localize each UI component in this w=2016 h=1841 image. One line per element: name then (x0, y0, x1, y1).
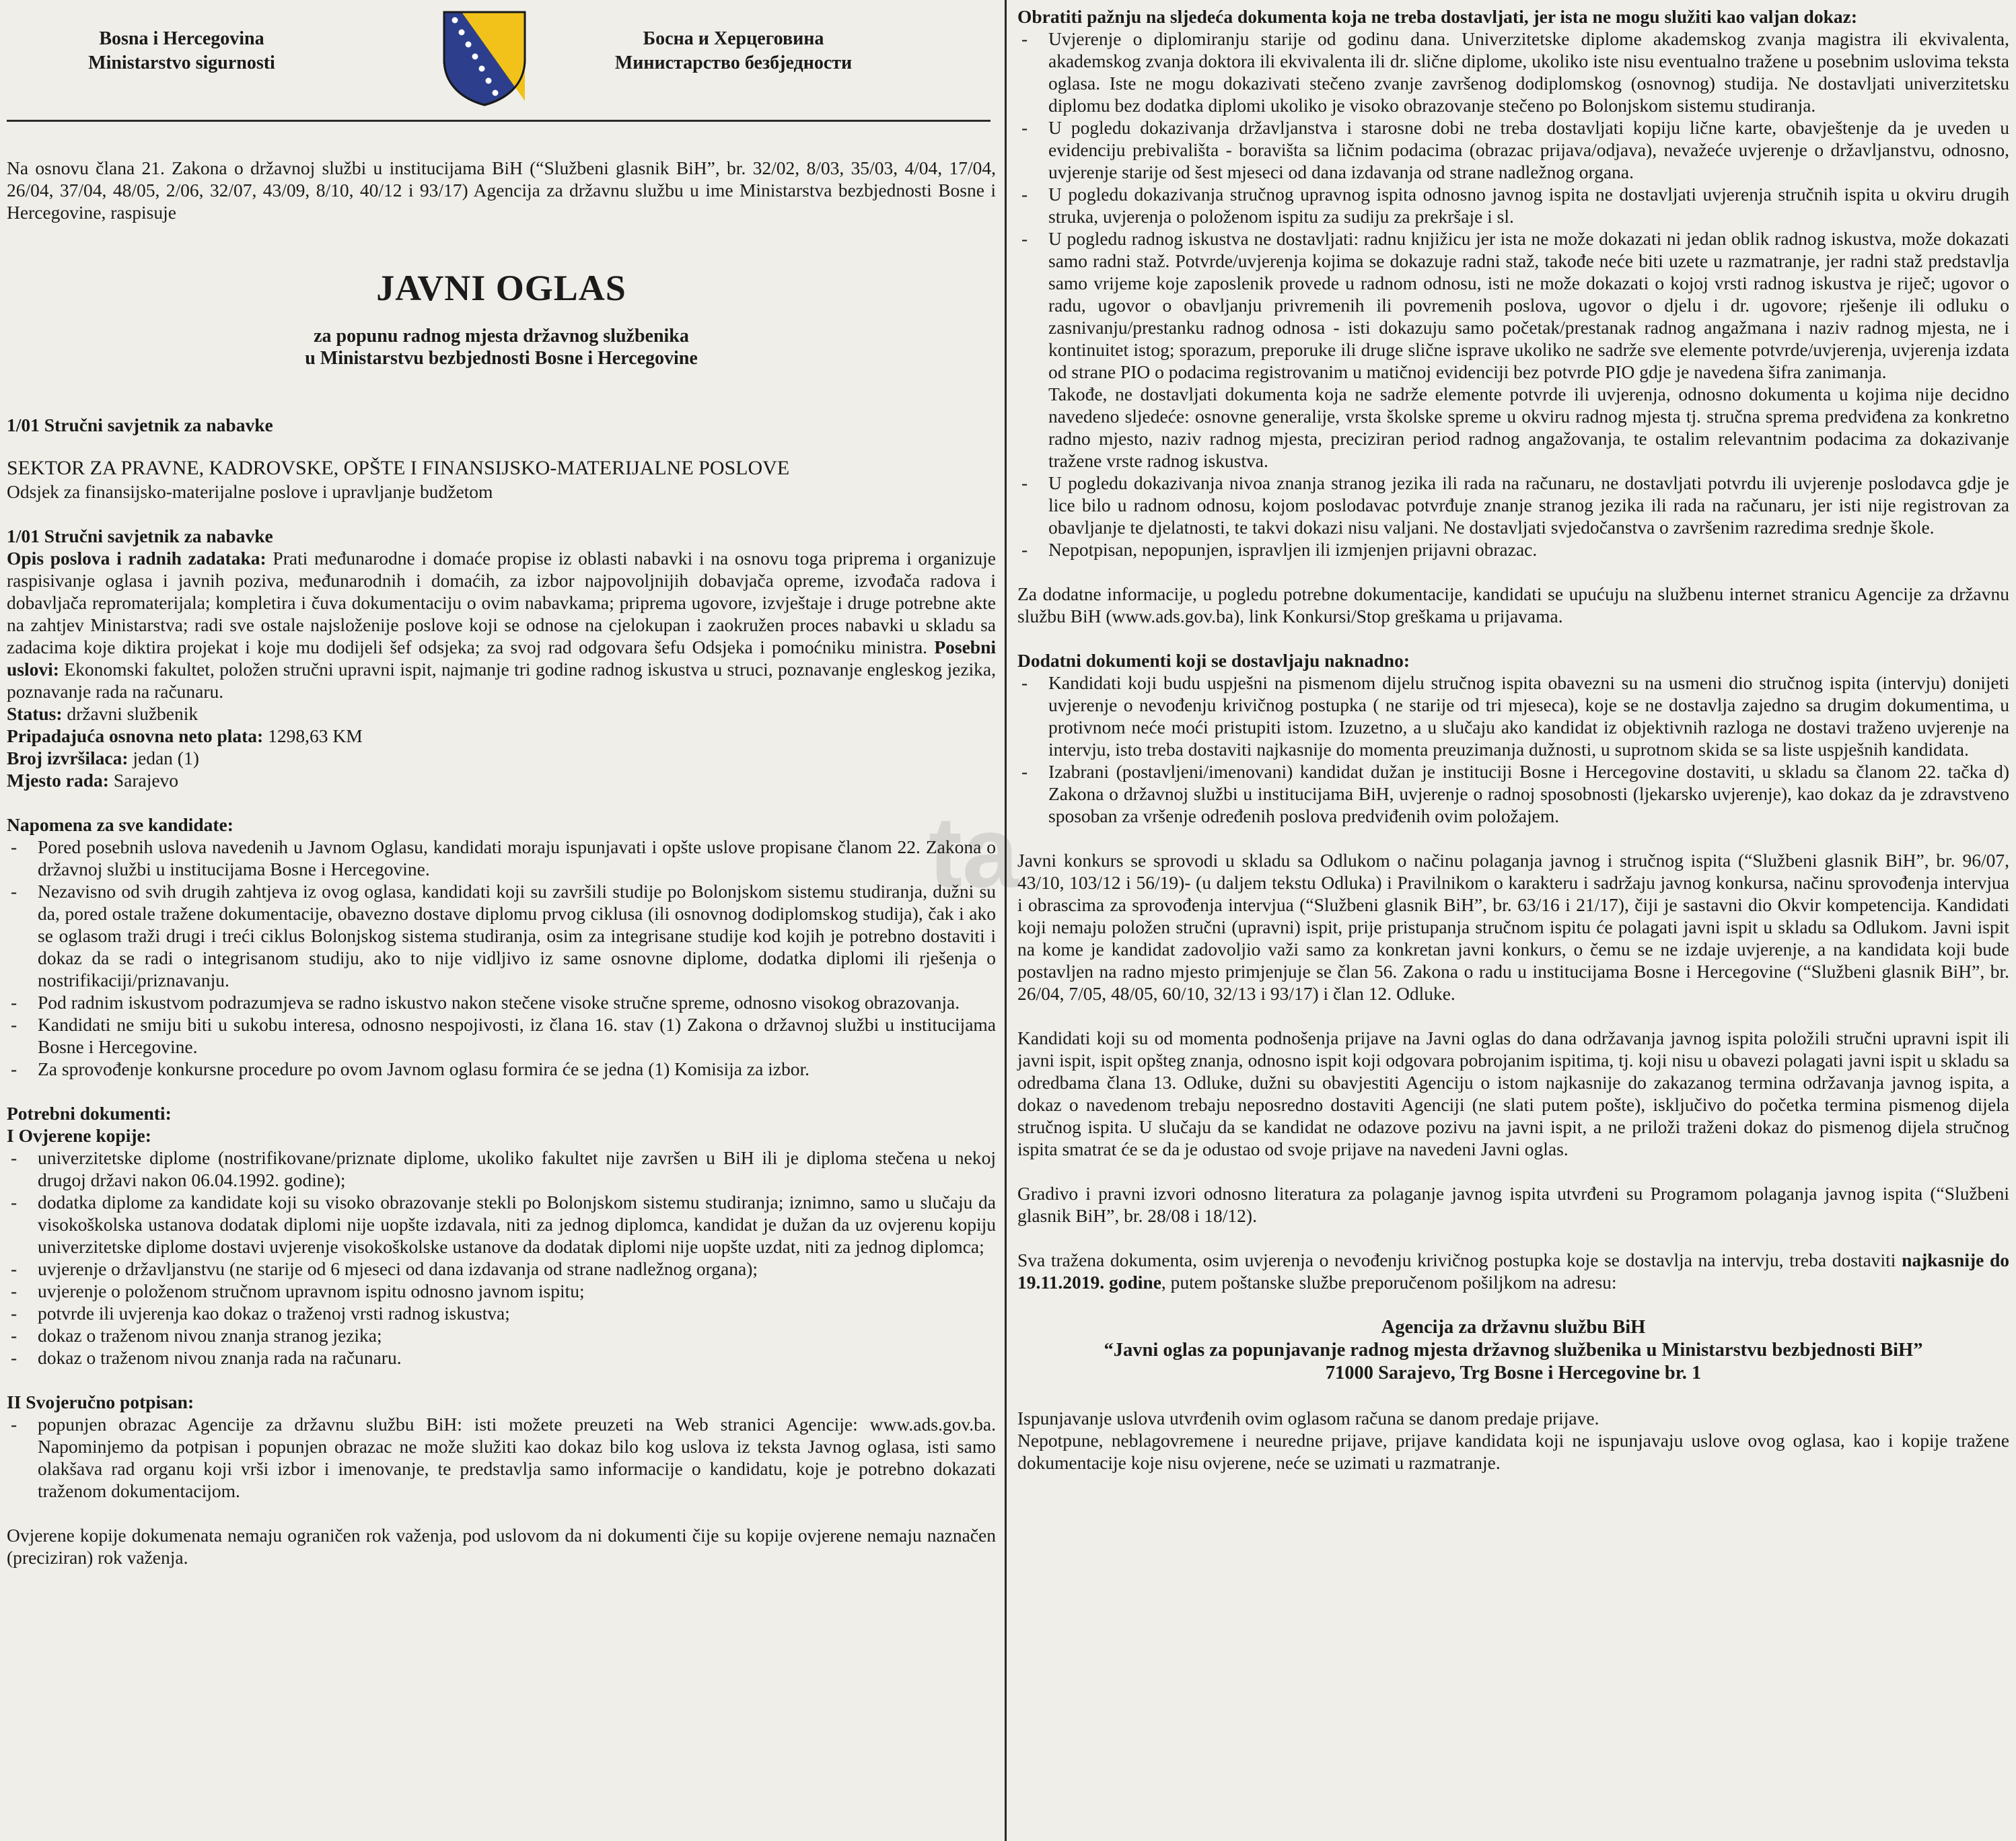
list-item: - dodatka diplome za kandidate koji su visoko obrazovanje stekli po Bolonjskom sistemu studiranja; iznimno, samo u slučaju da visokoškolska ustanova dodatak diplomi nije uopšte izdavala, niti za jednog diplomca, kandidat je dužan da uz ovjerenu kopiju univerzitetske diplome dostavi uvjerenje visokoškolske ustanove da dodatak diplomi nije uopšte uzdat, niti za jednog diplomca; (7, 1191, 996, 1258)
list-item: - Pored posebnih uslova navedenih u Javnom Oglasu, kandidati moraju ispunjavati i opšte uslove propisane članom 22. Zakona o državnoj službi u institucijama Bosne i Hercegovine. (7, 836, 996, 880)
list-item: - uvjerenje o položenom stručnom upravnom ispitu odnosno javnom ispitu; (7, 1280, 996, 1302)
work-experience-text: U pogledu radnog iskustva ne dostavljati: radnu knjižicu jer ista ne može dokazati ni jedan oblik radnog iskustva, može dokazati samo radni staž. Potvrde/uvjerenja kojima se dokazuje radni staž, takođe neće biti uzete u razmatranje, jer radni staž predstavlja samo vrijeme koje zaposlenik provede u radnom odnosu, isti ne može dokazati o kojoj vrsti radnog iskustva je riječ; ugovor o radu, ugovor o obavljanju privremenih ili povremenih poslova, ugovor o djelu i dr. ugovore; rješenje ili odluku o zasnivanju/prestanku radnog odnosa - isti dokazuju samo početak/prestanak radnog angažmana i naziv radnog mjesta, ne i kontinuitet istog; sporazum, preporuke ili druge slične isprave ukoliko ne sadrže sve elemente potvrde/uvjerenja, uvjerenja izdata od strane PIO o podacima registrovanim u matičnoj evidenciji bez potvrde PIO gdje je navedena šifra zanimanja. (1048, 228, 2009, 382)
docs-sub-certified: I Ovjerene kopije: (7, 1125, 151, 1146)
position-heading-2: 1/01 Stručni savjetnik za nabavke (7, 526, 273, 546)
later-docs-heading: Dodatni dokumenti koji se dostavljaju naknadno: (1017, 650, 1410, 671)
later-docs-list (1017, 672, 2009, 827)
docs-heading: Potrebni dokumenti: (7, 1103, 172, 1124)
ministry-header (7, 0, 996, 121)
header-latin (40, 27, 323, 75)
count-value: jedan (1) (128, 748, 199, 768)
right-column (1017, 5, 2009, 1474)
header-country: Bosna i Hercegovina (99, 28, 264, 49)
intro-paragraph: Na osnovu člana 21. Zakona o državnoj službi u institucijama BiH (“Službeni glasnik BiH”, br. 32/02, 8/03, 35/03, 4/04, 17/04, 26/04, 37/04, 48/05, 2/06, 32/07, 43/09, 8/10, 40/12 i 93/17) Agencija za državnu službu u ime Ministarstva bezbjednosti Bosne i Hercegovine, raspisuje (7, 157, 996, 223)
sector-name: SEKTOR ZA PRAVNE, KADROVSKE, OPŠTE I FINANSIJSKO-MATERIJALNE POSLOVE (7, 457, 790, 479)
conditions-text: Ekonomski fakultet, položen stručni upravni ispit, najmanje tri godine radnog iskustva u struci, poznavanje engleskog jezika, poznavanje rada na računaru. (7, 659, 996, 702)
validity-paragraph: Ovjerene kopije dokumenata nemaju ograničen rok važenja, pod uslovom da ni dokumenti čije su kopije ovjerene nemaju naznačen (preciziran) rok važenja. (7, 1525, 996, 1568)
subtitle-line1: za popunu radnog mjesta državnog službenika (314, 326, 689, 347)
header-ministry-cyr: Министарство безбједности (614, 52, 853, 73)
closing-line1: Ispunjavanje uslova utvrđenih ovim oglasom računa se danom predaje prijave. (1017, 1408, 1599, 1429)
not-submit-heading: Obratiti pažnju na sljedeća dokumenta koja ne treba dostavljati, jer ista ne mogu služiti kao valjan dokaz: (1017, 6, 1857, 27)
list-item: - Nezavisno od svih drugih zahtjeva iz ovog oglasa, kandidati koji su završili studije po Bolonjskom sistemu studiranja, dužni su da, pored ostale tražene dokumentacije, obavezno dostave diplomu prvog ciklusa (ili osnovnog dodiplomskog studija), čak i ako se oglasom traži drugi i treći ciklus Bolonjskog sistema studiranja, osim za integrisane studije kod kojih je potrebno dostaviti i dokaz da se radi o integrisanom studiju, ako to nije vidljivo iz same osnovne diplome, dodatka diplomi ili rješenja o nostrifikaciji/priznavanju. (7, 880, 996, 991)
header-ministry: Ministarstvo sigurnosti (88, 52, 275, 73)
header-country-cyr: Босна и Херцеговина (643, 28, 824, 49)
list-item: - Nepotpisan, nepopunjen, ispravljen ili izmjenjen prijavni obrazac. (1017, 538, 2009, 561)
also-text: Takođe, ne dostavljati dokumenta koja ne sadrže elemente potvrde ili uvjerenja, odnosno dokumenta u kojima nije decidno navedeno sljedeće: osnovne generalije, vrsta školske spreme u okviru radnog mjesta tj. stručna sprema predviđena za konkretno radno mjesto, naziv radnog mjesta, preciziran period radnog angažovanja, te ostalim relevantnim podacima za dokazivanje tražene vrste radnog iskustva. (1048, 384, 2009, 471)
header-rule (7, 120, 991, 122)
conditions-label: Posebni uslovi: (7, 637, 996, 680)
list-item: - uvjerenje o državljanstvu (ne starije od 6 mjeseci od dana izdavanja od strane nadležnog organa); (7, 1258, 996, 1280)
status-line (7, 702, 996, 725)
header-cyrillic (592, 27, 875, 75)
docs-sub-signed: II Svojeručno potpisan: (7, 1392, 194, 1412)
place-value: Sarajevo (108, 770, 179, 791)
list-item: - U pogledu dokazivanja nivoa znanja stranog jezika ili rada na računaru, ne dostavljati potvrdu ili uvjerenje poslodavca gdje je lice bilo u radnom odnosu, kojom poslodavac potvrđuje znanje stranog jezika ili rada na računaru, jer isti nije registrovan za obavljanje te djelatnosti, te takvi dokazi nisu valjani. Ne dostavljati svjedočanstva o završenim razredima srednje škole. (1017, 472, 2009, 538)
info-paragraph: Za dodatne informacije, u pogledu potrebne dokumentacije, kandidati se upućuju na službenu internet stranicu Agencije za državnu službu BiH (www.ads.gov.ba), link Konkursi/Stop greškama u prijavama. (1017, 583, 2009, 626)
list-item: - Kandidati ne smiju biti u sukobu interesa, odnosno nespojivosti, iz člana 16. stav (1) Zakona o državnoj službi u institucijama Bosne i Hercegovine. (7, 1013, 996, 1058)
contest-paragraph: Javni konkurs se sprovodi u skladu sa Odlukom o načinu polaganja javnog i stručnog ispita (“Službeni glasnik BiH”, br. 96/07, 43/10, 103/12 i 56/19)- (u daljem tekstu Odluka) i Pravilnikom o karakteru i sadržaju javnog konkursa, načinu sprovođenja intervjua i obrascima za sprovođenja intervjua (“Službeni glasnik BiH”, br. 63/16 i 21/17), čiji je sastavni dio Okvir kompetencija. Kandidati koji nemaju položen stručni (upravni) ispit, prije pristupanja stručnom ispitu će polagati javni ispit u skladu sa Odlukom. Javni ispit na kome je kandidat zadovoljio važi samo za konkretan javni konkurs, o čemu se ne izdaje uvjerenje, a na kandidata koji bude postavljen na radno mjesto primjenjuje se član 56. Zakona o radu u institucijama Bosne i Hercegovine (“Službeni glasnik BiH”, br. 26/04, 7/05, 48/05, 60/10, 32/13 i 93/17) i član 12. Odluke. (1017, 850, 2009, 1004)
list-item: - Uvjerenje o diplomiranju starije od godinu dana. Univerzitetske diplome akademskog zvanja magistra ili ekvivalenta, akademskog zvanja doktora ili ekvivalenta ili dr. slične diplome, ukoliko iste nisu eventualno tražene u posebnim uslovima teksta oglasa. Iste ne mogu dokazivati stečeno zvanje završenog dodiplomskog (osnovnog) studija. Ne dostavljati univerzitetsku diplomu bez dodatka diplomi ukoliko je visoko obrazovanje stečeno po Bolonjskom sistemu studiranja. (1017, 28, 2009, 116)
list-item: - dokaz o traženom nivou znanja rada na računaru. (7, 1346, 996, 1369)
list-item: - Pod radnim iskustvom podrazumjeva se radno iskustvo nakon stečene visoke stručne spreme, odnosno visokog obrazovanja. (7, 991, 996, 1013)
duties-paragraph (7, 547, 996, 702)
list-item: - U pogledu dokazivanja stručnog upravnog ispita odnosno javnog ispita ne dostavljati uvjerenja stručnih ispita u okviru drugih struka, uvjerenja o položenom ispitu za sudiju za prekršaje i sl. (1017, 183, 2009, 227)
mailing-address (1017, 1316, 2009, 1385)
duties-label: Opis poslova i radnih zadataka: (7, 548, 266, 569)
deadline-pre: Sva tražena dokumenta, osim uvjerenja o nevođenju krivičnog postupka koje se dostavlja na intervju, treba dostaviti (1017, 1250, 1902, 1270)
literature-paragraph: Gradivo i pravni izvori odnosno literatura za polaganje javnog ispita utvrđeni su Programom polaganja javnog ispita (“Službeni glasnik BiH”, br. 28/08 i 18/12). (1017, 1183, 2009, 1226)
position-heading: 1/01 Stručni savjetnik za nabavke (7, 414, 273, 435)
list-item: - U pogledu dokazivanja državljanstva i starosne dobi ne treba dostavljati kopiju lične karte, obavještenje da je uveden u evidenciju prebivališta - boravišta sa ličnim podacima (obrazac prijava/odjava), nevažeće uvjerenje o državljanstvu, odnosno, uvjerenje starije od šest mjeseci od dana izdavanja od strane nadležnog organa. (1017, 116, 2009, 183)
note-heading: Napomena za sve kandidate: (7, 814, 233, 835)
deadline-date: najkasnije do 19.11.2019. godine (1017, 1250, 2009, 1293)
status-label: Status: (7, 703, 63, 724)
address-line3: 71000 Sarajevo, Trg Bosne i Hercegovine br. 1 (1325, 1363, 1702, 1383)
coat-of-arms-icon (437, 7, 532, 108)
note-list (7, 836, 996, 1080)
list-item: - potvrde ili uvjerenja kao dokaz o traženoj vrsti radnog iskustva; (7, 1302, 996, 1324)
deadline-post: , putem poštanske službe preporučenom pošiljkom na adresu: (1161, 1272, 1617, 1293)
list-item: - dokaz o traženom nivou znanja stranog jezika; (7, 1324, 996, 1346)
closing-line2: Nepotpune, neblagovremene i neuredne prijave, prijave kandidata koji ne ispunjavaju uslove ovog oglasa, kao i kopije tražene dokumentacije koje nisu ovjerene, neće se uzimati u razmatranje. (1017, 1430, 2009, 1473)
list-item (1017, 227, 2009, 472)
list-item: - Izabrani (postavljeni/imenovani) kandidat dužan je instituciji Bosne i Hercegovine dostaviti, u skladu sa članom 22. tačka d) Zakona o državnoj službi u institucijama BiH, uvjerenje o radnoj sposobnosti (ljekarsko uvjerenje), kao dokaz da je zdravstveno sposoban za vršenje određenih poslova predviđenih ovim položajem. (1017, 760, 2009, 827)
list-item: - popunjen obrazac Agencije za državnu službu BiH: isti možete preuzeti na Web stranici Agencije: www.ads.gov.ba. Napominjemo da potpisan i popunjen obrazac ne može služiti kao dokaz bilo kog uslova iz teksta Javnog oglasa, isti samo olakšava rad organu koji vrši izbor i imenovanje, te predstavlja samo informacije o kandidatu, koje je potrebno dokazati traženom dokumentacijom. (7, 1413, 996, 1502)
list-item: - Za sprovođenje konkursne procedure po ovom Javnom oglasu formira će se jedna (1) Komisija za izbor. (7, 1058, 996, 1080)
subtitle-line2: u Ministarstvu bezbjednosti Bosne i Hercegovine (305, 348, 698, 369)
page-title: JAVNI OGLAS (376, 268, 626, 308)
signed-list (7, 1413, 996, 1502)
not-submit-list (1017, 28, 2009, 561)
count-line (7, 747, 996, 769)
salary-value: 1298,63 KM (263, 725, 363, 746)
salary-line (7, 725, 996, 747)
list-item: - Kandidati koji budu uspješni na pismenom dijelu stručnog ispita obavezni su na usmeni dio stručnog ispita (intervju) donijeti uvjerenje o nevođenju krivičnog postupka ( ne starije od tri mjeseca), koje se ne dostavlja zajedno sa drugim dokumentima, u protivnom neće moći pristupiti istom. Izuzetno, a u slučaju ako kandidat iz objektivnih razloga ne dostavi traženo uvjerenje na intervju, isto treba dostaviti najkasnije do momenta preuzimanja dužnosti, u suprotnom skida se sa liste uspješnih kandidata. (1017, 672, 2009, 760)
salary-label: Pripadajuća osnovna neto plata: (7, 725, 264, 746)
left-column (7, 0, 996, 1568)
address-line1: Agencija za državnu službu BiH (1381, 1317, 1646, 1338)
address-line2: “Javni oglas za popunjavanje radnog mjesta državnog službenika u Ministarstvu bezbjednosti BiH” (1104, 1340, 1923, 1361)
deadline-paragraph (1017, 1249, 2009, 1293)
place-label: Mjesto rada: (7, 770, 109, 791)
count-label: Broj izvršilaca: (7, 748, 129, 768)
passed-exam-paragraph: Kandidati koji su od momenta podnošenja prijave na Javni oglas do dana održavanja javnog ispita položili stručni upravni ispit ili javni ispit, ispit opšteg znanja, odnosno ispit koji odgovara pobrojanim ispitima, tj. koji nisu u obavezi polagati javni ispit u skladu sa odredbama člana 13. Odluke, dužni su obavjestiti Agenciju o istom najkasnije do zakazanog termina održavanja javnog ispita, a dokaz o navedenom trebaju neposredno dostaviti Agenciji (ne slati putem pošte), isključivo do početka termina pismenog dijela stručnog ispita. U slučaju da se kandidat ne odazove pozivu na javni ispit, a ne priloži traženi dokaz do pismenog dijela stručnog ispita smatrat će se da je odustao od svoje prijave na navedeni Javni oglas. (1017, 1027, 2009, 1159)
bleed-through-mark: ta (929, 795, 1019, 908)
docs-list (7, 1147, 996, 1369)
column-divider (1005, 0, 1007, 1841)
department-name: Odsjek za finansijsko-materijalne poslove i upravljanje budžetom (7, 481, 493, 502)
place-line (7, 769, 996, 791)
list-item: - univerzitetske diplome (nostrifikovane/priznate diplome, ukoliko fakultet nije završen u BiH ili je diploma stečena u nekoj drugoj državi nakon 06.04.1992. godine); (7, 1147, 996, 1191)
status-value: državni službenik (62, 703, 199, 724)
duties-text: Prati međunarodne i domaće propise iz oblasti nabavki i na osnovu toga priprema i organizuje raspisivanje oglasa i javnih poziva, međunarodnih i domaćih, za izbor najpovoljnijih dobavjača opreme, izvođača radova i dobavljača repromaterijala; kompletira i čuva dokumentaciju o ovim nabavkama; priprema ugovore, izvještaje i druge potrebne akte na zahtjev Ministarstva; radi sve ostale najsloženije poslove koji se odnose na cjelokupan i zaokružen proces nabavki u skladu sa zadacima koje diktira projekat i koje mu dodijeli šef odsjeka; za svoj rad odgovara šefu Odsjeka i pomoćniku ministra. (7, 548, 996, 657)
